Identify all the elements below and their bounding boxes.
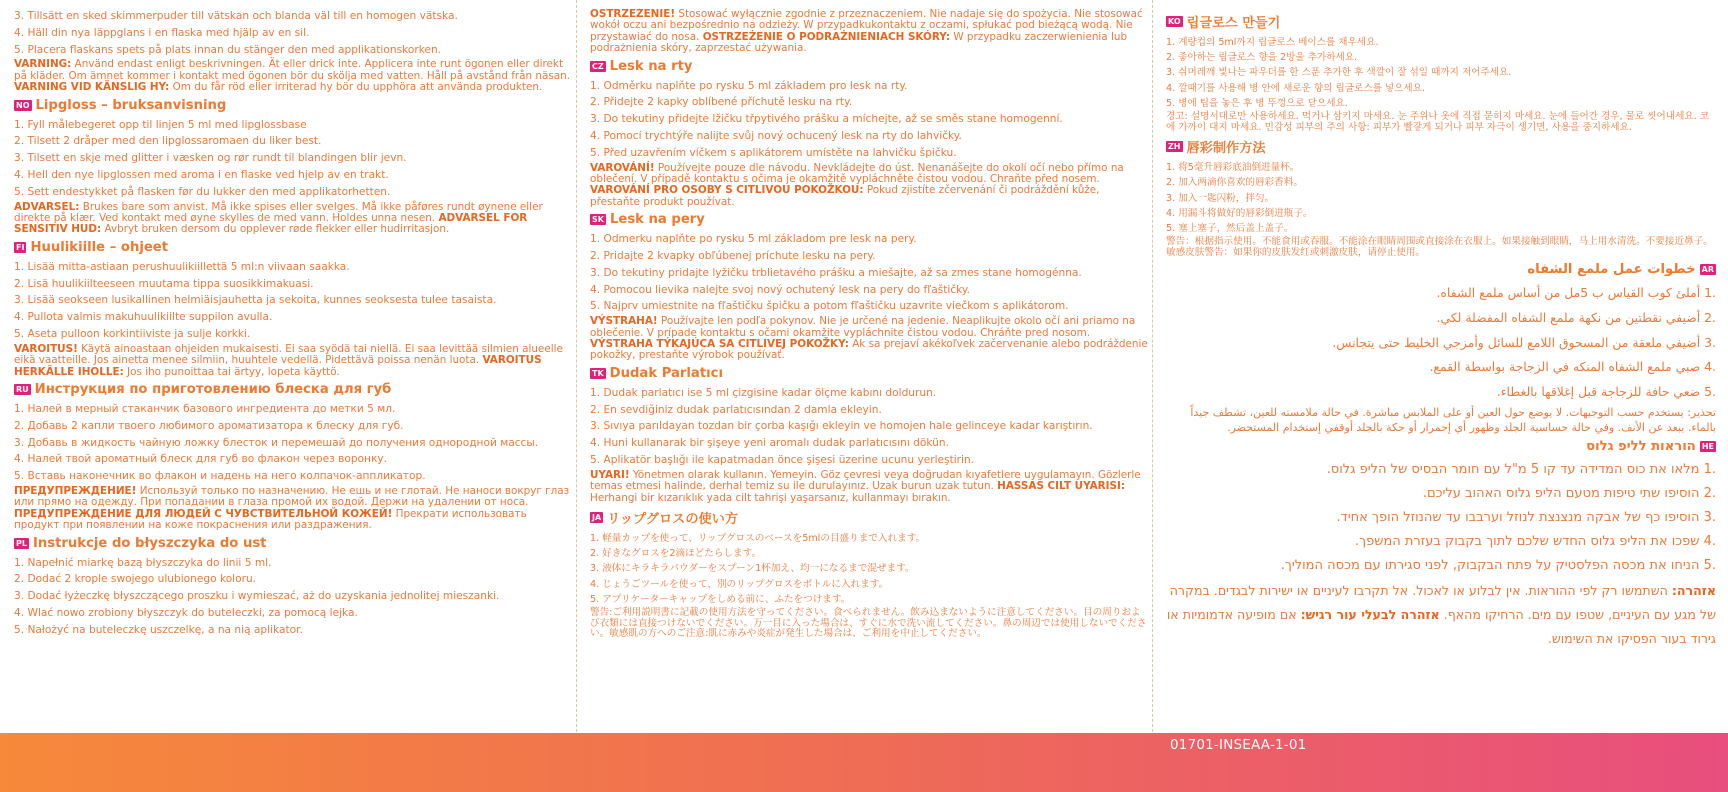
section-title: 唇彩制作方法 [1186,141,1266,157]
section-heading [14,240,572,255]
warning-text [1166,112,1716,133]
instruction-section [1166,262,1716,435]
warning-body: Herhangi bir kızarıklık yada cilt tahrişi yaşarsanız, kullanmayı bırakın. [590,491,951,504]
step-item: .2 أضيفي نقطتين من نكهة ملمع الشفاه المفضلة لكي. [1436,310,1716,325]
step-item: 2. Dodać 2 krople swojego ulubionego koloru. [14,573,257,586]
step-list [1166,281,1716,404]
warning-body: 警告:ご利用説明書に記載の使用方法を守ってください。食べられません。飲み込まないように注意してください。目の周りおよび衣類には直接つけないでください。万一目に入った場合は、すぐに水で洗い流してください。鼻の周辺では使用しないでください。敏感肌の方へのご注意:肌に赤みや炎症が発生した場合は、ご利用を中止してください。 [590,607,1147,640]
instruction-section [590,508,1148,640]
warning-label: HASSAS CILT UYARISI: [997,480,1126,493]
step-item: .4 صبي ملمع الشفاه المنكه في الزجاجة بواسطة القمع. [1429,359,1716,375]
step-list [1166,458,1716,578]
warning-text [1166,405,1716,435]
warning-body: Pokud zjistíte zčervenání či podráždění kůže, přestaňte produkt používat. [590,184,1100,208]
warning-body: 警告：根据指示使用。不能食用或吞服。不能涂在眼睛周围或直接涂在衣服上。如果接触到眼睛，马上用水清洗。不要接近鼻子。敏感皮肤警告：如果你的皮肤发红或刺激皮肤，请停止使用。 [1166,236,1713,258]
section-heading [590,59,1148,74]
warning-body: Avbryt bruken dersom du opplever røde flekker eller hudirritasjon. [101,223,450,236]
step-list [14,401,572,485]
warning-body: אם מופיעה אדמומיות או גירוד בעור הפסיקו את השימוש. [1166,607,1716,647]
language-code-badge: RU [16,385,29,395]
column-divider [576,0,577,732]
step-item: .2 הוסיפו שתי טיפות מטעם הליפ גלוס האהוב עליכם. [1422,486,1716,502]
section-heading [1166,12,1716,31]
step-item: 5. Sett endestykket på flasken før du lukker den med applikatorhetten. [14,185,391,198]
step-item: 1. Dudak parlatıcı ise 5 ml çizgisine kadar ölçme kabını doldurun. [590,386,937,399]
warning-text [590,316,1148,362]
warning-label: VARNING VID KÄNSLIG HY: [14,81,170,94]
language-code-badge: PL [16,538,27,548]
step-item: .3 أضيفي ملعقة من المسحوق اللامع للسائل وأمزجي الخليط حتى يتجانس. [1332,334,1716,350]
step-item: 3. Tillsätt en sked skimmerpuder till vätskan och blanda väl till en homogen vätska. [14,10,458,22]
section-title: Lesk na rty [609,58,693,74]
instructions-column-2 [590,8,1148,730]
step-item: 4. Wlać nowo zrobiony błyszczyk do buteleczki, za pomocą lejka. [14,607,358,620]
warning-body: Yönetmen olarak kullanın. Yemeyin. Göz çevresi veya doğrudan kıyafetlere uygulamayın. Gözlerle temas etmesi halinde, derhal temiz su ile durulayınız. Uzak burun uzak tutun. [590,468,1141,493]
section-heading [590,212,1148,227]
warning-body: تحذير: يستخدم حسب التوجيهات. لا يوضع حول العين أو على الملابس مباشرة. في حالة ملامسته للعين، تشطف جيداً بالماء. يبعد عن الأنف. وفي حالة حساسية الجلد وظهور أي إحمرار أو حكة بالجلد أوقفي إستخدام المستحضر. [1190,406,1716,435]
step-list [1166,160,1716,236]
step-list [590,231,1148,315]
warning-label: UYARI! [590,468,630,481]
warning-body: השתמשו רק לפי ההוראות. אין לבלוע או לאכול. אל תקרבו לעיניים או ישירות לבגדים. במקרה של מגע עם העיניים, שטפו עם מים. הרחיקו מהאף. [1169,583,1716,623]
language-code-badge: FI [16,242,25,252]
step-item: 3. 쉬머레깨 빛나는 파우더를 한 스푼 추가한 후 색깔이 잘 섞일 때까지 저어주세요. [1166,67,1512,79]
instruction-section [14,98,572,236]
warning-label: VAROVÁNÍ PRO OSOBY S CITLIVOU POKOŽKOU: [590,184,864,197]
step-list [14,8,572,58]
step-item: 3. Do tekutiny přidejte lžičku třpytivého prášku a míchejte, až se směs stane homogenní. [590,113,1063,126]
warning-body: Använd endast enligt beskrivningen. Ät eller drick inte. Applicera inte runt ögonen eller direkt på kläder. Om ämnet kommer i kontakt med ögonen bör du skölja med vatten. Håll på avstånd från näsan. [14,58,571,82]
language-code-badge: JA [592,513,602,523]
step-item: 5. アプリケーターキャップをしめる前に、ふたをつけます。 [590,593,851,605]
instruction-section [590,212,1148,362]
warning-text [14,59,572,93]
language-code-badge: KO [1168,17,1181,26]
warning-body: Stosować wyłącznie zgodnie z przeznaczeniem. Nie nadaje się do spożycia. Nie stosować wokół oczu ani bezpośrednio na odzieży. W przypadkukontaktu z oczami, spłukać pod bieżącą wodą. Nie przystawiać do nosa. [590,8,1143,43]
step-item: 3. Sıvıya parıldayan tozdan bir çorba kaşığı ekleyin ve homojen hale gelinceye kadar karıştırın. [590,420,1093,433]
warning-body: Ak sa prejaví akékoľvek začervenanie alebo podráždenie pokožky, prestaňte výrobok používať. [590,338,1148,362]
warning-body: W przypadku zaczerwienienia lub podrażnienia skóry, zaprzestać używania. [590,30,1128,55]
step-item: 4. 깔때기를 사용해 병 안에 새로운 향의 립글로스를 넣으세요. [1166,82,1426,94]
step-item: .1 מלאו את כוס המדידה עד קו 5 מ"ל עם חומר הבסיס של הליפ גלוס. [1326,462,1716,478]
warning-text [14,344,572,378]
step-item: 5. 塞上塞子，然后盖上盖子。 [1166,223,1294,235]
warning-label: VÝSTRAHA! [590,315,658,328]
step-item: 3. 加入一匙闪粉，拌匀。 [1166,192,1275,204]
section-title: הוראות לליפ גלוס [1586,439,1696,455]
step-item: 4. Pullota valmis makuhuulikiilte suppilon avulla. [14,311,273,324]
step-list [14,117,572,201]
instruction-section [1166,439,1716,651]
instruction-section [1166,12,1716,133]
step-item: 1. 계량컵의 5ml까지 립글로스 베이스를 채우세요. [1166,37,1379,48]
warning-text [590,163,1148,209]
step-item: 2. Pridajte 2 kvapky obľúbenej príchute lesku na pery. [590,250,876,263]
language-code-badge: AR [1701,265,1714,275]
warning-body: Brukes bare som anvist. Må ikke spises eller svelges. Må ikke påføres rundt øynene eller direkte på klær. Ved kontakt med øyne skylles de med vann. Holdes unna nesen. [14,200,543,224]
section-heading [14,382,572,397]
section-heading [590,366,1148,381]
warning-label: VAROVÁNÍ! [590,161,655,174]
step-item: 2. Tilsett 2 dråper med den lipglossaromaen du liker best. [14,135,322,148]
warning-body: Прекрати использовать продукт при появлении на коже покраснения или раздражения. [14,507,527,532]
warning-text [14,486,572,532]
section-heading [1166,262,1716,277]
warning-label: VAROITUS! [14,342,78,355]
instructions-column-1 [14,8,572,730]
step-item: .5 הניחו את מכסה הפלסטיק על פתח הבקבוק, לפני סגירתו עם מכסה המוליך. [1280,558,1716,574]
section-title: Lesk na pery [609,212,705,228]
instruction-section [14,240,572,378]
step-item: 4. 用漏斗将做好的唇彩倒进瓶子。 [1166,207,1313,219]
step-item: 4. Häll din nya läppglans i en flaska med hjälp av en sil. [14,26,310,39]
language-code-badge: HE [1701,442,1714,452]
step-item: 1. Fyll målebegeret opp til linjen 5 ml med lipglossbase [14,118,307,131]
step-item: .3 הוסיפו כף של אבקה מנצנצת לנוזל וערבבו עד שהנוזל הופך אחיד. [1336,510,1716,526]
step-item: 1. 将5毫升唇彩底油倒进量杯。 [1166,162,1300,174]
section-title: 립글로스 만들기 [1186,16,1281,31]
section-heading [1166,137,1716,156]
instruction-section [590,59,1148,209]
step-item: 5. Вставь наконечник во флакон и надень на него колпачок-аппликатор. [14,470,426,483]
instruction-section [1166,137,1716,258]
warning-body: Používejte pouze dle návodu. Nevkládejte do úst. Nenanášejte do okolí očí nebo přímo na oblečení. V případě kontaktu s očima je okamžitě vypláchněte čistou vodou. Chraňte před nosem. [590,161,1124,186]
step-item: 5. 병에 팁을 놓은 후 병 뚜껑으로 닫으세요. [1166,97,1348,109]
warning-label: OSTRZEŻENIE O PODRAŻNIENIACH SKÓRY: [702,30,951,43]
product-code: 01701-INSEAA-1-01 [1170,737,1307,753]
step-item: 5. Nałożyć na buteleczkę uszczelkę, a na nią aplikator. [14,623,303,636]
step-item: 2. Přidejte 2 kapky oblíbené příchutě lesku na rty. [590,96,853,109]
warning-text [14,202,572,236]
warning-label: VÝSTRAHA TÝKAJÚCA SA CITLIVEJ POKOŽKY: [590,338,849,351]
warning-text [1166,579,1716,651]
section-title: Huulikiille – ohjeet [30,239,169,255]
step-item: 4. Hell den nye lipglossen med aroma i en flaske ved hjelp av en trakt. [14,169,389,181]
step-item: 1. 軽量カップを使って、リップグロスのベースを5mlの目盛りまで入れます。 [590,533,926,545]
instructions-column-3 [1166,8,1716,730]
step-item: 4. じょうごツールを使って、別のリップグロスをボトルに入れます。 [590,578,889,590]
step-item: 3. Dodać łyżeczkę błyszczącego proszku i wymieszać, aż do uzyskania jednolitej mieszanki. [14,590,500,603]
step-item: .4 שפכו את הליפ גלוס החדש שלכם לתוך בקבוק בעזרת המשפך. [1354,534,1716,550]
step-item: 2. 好きなグロスを2滴ほどたらします。 [590,548,762,560]
section-heading [1166,439,1716,454]
step-item: 3. Добавь в жидкость чайную ложку блесток и перемешай до получения однородной массы. [14,436,539,449]
step-item: 3. 液体にキラキラパウダーをスプーン1杯加え、均一になるまで混ぜます。 [590,563,915,575]
step-list [14,555,572,639]
step-item: 4. Pomocí trychtýře nalijte svůj nový ochucený lesk na rty do lahvičky. [590,130,962,143]
warning-label: VAROITUS HERKÄLLE IHOLLE: [14,354,542,378]
step-item: 3. Tilsett en skje med glitter i væsken og rør rundt til blandingen blir jevn. [14,152,407,165]
step-item: 1. Odmerku naplňte po rysku 5 ml základom pre lesk na pery. [590,233,917,246]
warning-text [1166,237,1716,258]
warning-text [590,470,1148,504]
section-heading [590,508,1148,527]
step-item: 4. Huni kullanarak bir şişeye yeni aromalı dudak parlatıcısını dökün. [590,437,949,450]
section-heading [14,536,572,551]
section-title: خطوات عمل ملمع الشفاه [1527,262,1696,278]
language-code-badge: NO [16,100,30,110]
warning-label: VARNING: [14,58,72,71]
warning-label: ПРЕДУПРЕЖДЕНИЕ ДЛЯ ЛЮДЕЙ С ЧУВСТВИТЕЛЬНОЙ КОЖЕЙ! [14,507,393,520]
step-item: 2. Добавь 2 капли твоего любимого ароматизатора к блеску для губ. [14,419,404,432]
warning-label: ADVARSEL: [14,200,80,213]
warning-label: OSTRZEŻENIE! [590,8,676,20]
section-title: Инструкция по приготовлению блеска для губ [34,382,392,398]
warning-label: ПРЕДУПРЕЖДЕНИЕ! [14,485,137,497]
warning-label: ADVARSEL FOR SENSITIV HUD: [14,212,528,236]
step-item: 1. Napełnić miarkę bazą błyszczyka do linii 5 ml. [14,556,272,569]
section-title: Lipgloss – bruksanvisning [35,97,227,113]
step-item: 3. Do tekutiny pridajte lyžičku trblietavého prášku a miešajte, až sa zmes stane homogénna. [590,266,1082,279]
warning-body: Používajte len podľa pokynov. Nie je určené na jedenie. Neaplikujte okolo očí ani priamo na oblečenie. V prípade kontaktu s očami okamžite vypláchnite čistou vodou. Chráňte pred nosom. [590,315,1136,339]
step-item: 5. Aseta pulloon korkintiiviste ja sulje korkki. [14,328,251,340]
warning-body: Käytä ainoastaan ohjeiden mukaisesti. Ei saa syödä tai niellä. Ei saa levittää silmien alueelle eikä vaatteille. Jos ainetta menee silmiin, huuhtele vedellä. Pidettävä poissa nenän luota. [14,342,563,367]
section-title: リップグロスの使い方 [607,512,739,528]
step-item: .5 ضعي حافة للزجاجة قبل إغلاقها بالغطاء. [1496,383,1716,399]
warning-body: Используй только по назначению. Не ешь и не глотай. Не наноси вокруг глаз или прямо на одежду. При попадании в глаза промой их водой. Держи на удалении от носа. [14,485,570,509]
step-item: 5. Najprv umiestnite na fľaštičku špičku a potom fľaštičku uzavrite viečkom s aplikátorom. [590,300,1069,313]
step-item: 1. Odměrku naplňte po rysku 5 ml základem pro lesk na rty. [590,79,908,92]
step-list [590,531,1148,607]
step-item: 2. En sevdiğiniz dudak parlatıcısından 2 damla ekleyin. [590,403,882,416]
instruction-section [590,9,1148,55]
warning-body: 경고: 설명서대로만 사용하세요. 먹거나 삼키지 마세요. 눈 주위나 옷에 직접 묻히지 마세요. 눈에 들어간 경우, 물로 씻어내세요. 코에 가까이 대지 마세요. 민감성 피부의 주의 사항: 피부가 빨갛게 되거나 피부 자극이 생기면, 사용을 중지하세요. [1166,111,1709,133]
instruction-section [14,8,572,94]
instruction-section [14,536,572,639]
step-item: 2. 좋아하는 립글로스 향을 2방울 추가하세요. [1166,52,1358,64]
section-title: Dudak Parlatıcı [609,365,723,381]
language-code-badge: TK [592,368,604,378]
step-item: .1 أملئ كوب القياس ب 5مل من أساس ملمع الشفاه. [1436,285,1716,301]
warning-label: אזהרה: [1671,583,1716,599]
column-divider [1152,0,1153,732]
step-list [14,259,572,343]
step-item: 5. Placera flaskans spets på plats innan du stänger den med applikationskorken. [14,43,442,56]
language-code-badge: ZH [1168,142,1181,152]
warning-text [590,608,1148,640]
section-title: Instrukcje do błyszczyka do ust [32,535,267,551]
step-list [590,78,1148,162]
instruction-section [14,382,572,532]
warning-body: Om du får röd eller irriterad hy bör du upphöra att använda produkten. [169,81,543,94]
warning-body: Jos iho punoittaa tai ärtyy, lopeta käyttö. [123,365,340,378]
warning-label: אזהרה לבעלי עור רגיש: [1300,607,1440,623]
step-list [1166,35,1716,111]
step-item: 5. Aplikatör başlığı ile kapatmadan önce şişesi üzerine ucunu yerleştirin. [590,454,975,467]
step-item: 3. Lisää seokseen lusikallinen helmiäisjauhetta ja sekoita, kunnes seoksesta tulee tasaista. [14,294,497,307]
language-code-badge: SK [592,215,604,225]
section-heading [14,98,572,113]
instruction-section [590,366,1148,504]
footer-gradient-band [0,733,1728,792]
step-item: 1. Налей в мерный стаканчик базового ингредиента до метки 5 мл. [14,403,396,416]
step-item: 2. 加入两滴你喜欢的唇彩香料。 [1166,177,1303,189]
step-item: 1. Lisää mitta-astiaan perushuulikiillettä 5 ml:n viivaan saakka. [14,260,350,273]
warning-text [590,9,1148,55]
step-item: 5. Před uzavřením víčkem s aplikátorem umístěte na lahvičku špičku. [590,146,957,159]
step-item: 2. Lisä huulikiilteeseen muutama tippa suosikkimakuasi. [14,277,314,290]
language-code-badge: CZ [592,61,604,71]
step-item: 4. Pomocou lievika nalejte svoj nový ochutený lesk na pery do fľaštičky. [590,283,971,296]
step-item: 4. Налей твой ароматный блеск для губ во флакон через воронку. [14,453,388,466]
step-list [590,385,1148,469]
